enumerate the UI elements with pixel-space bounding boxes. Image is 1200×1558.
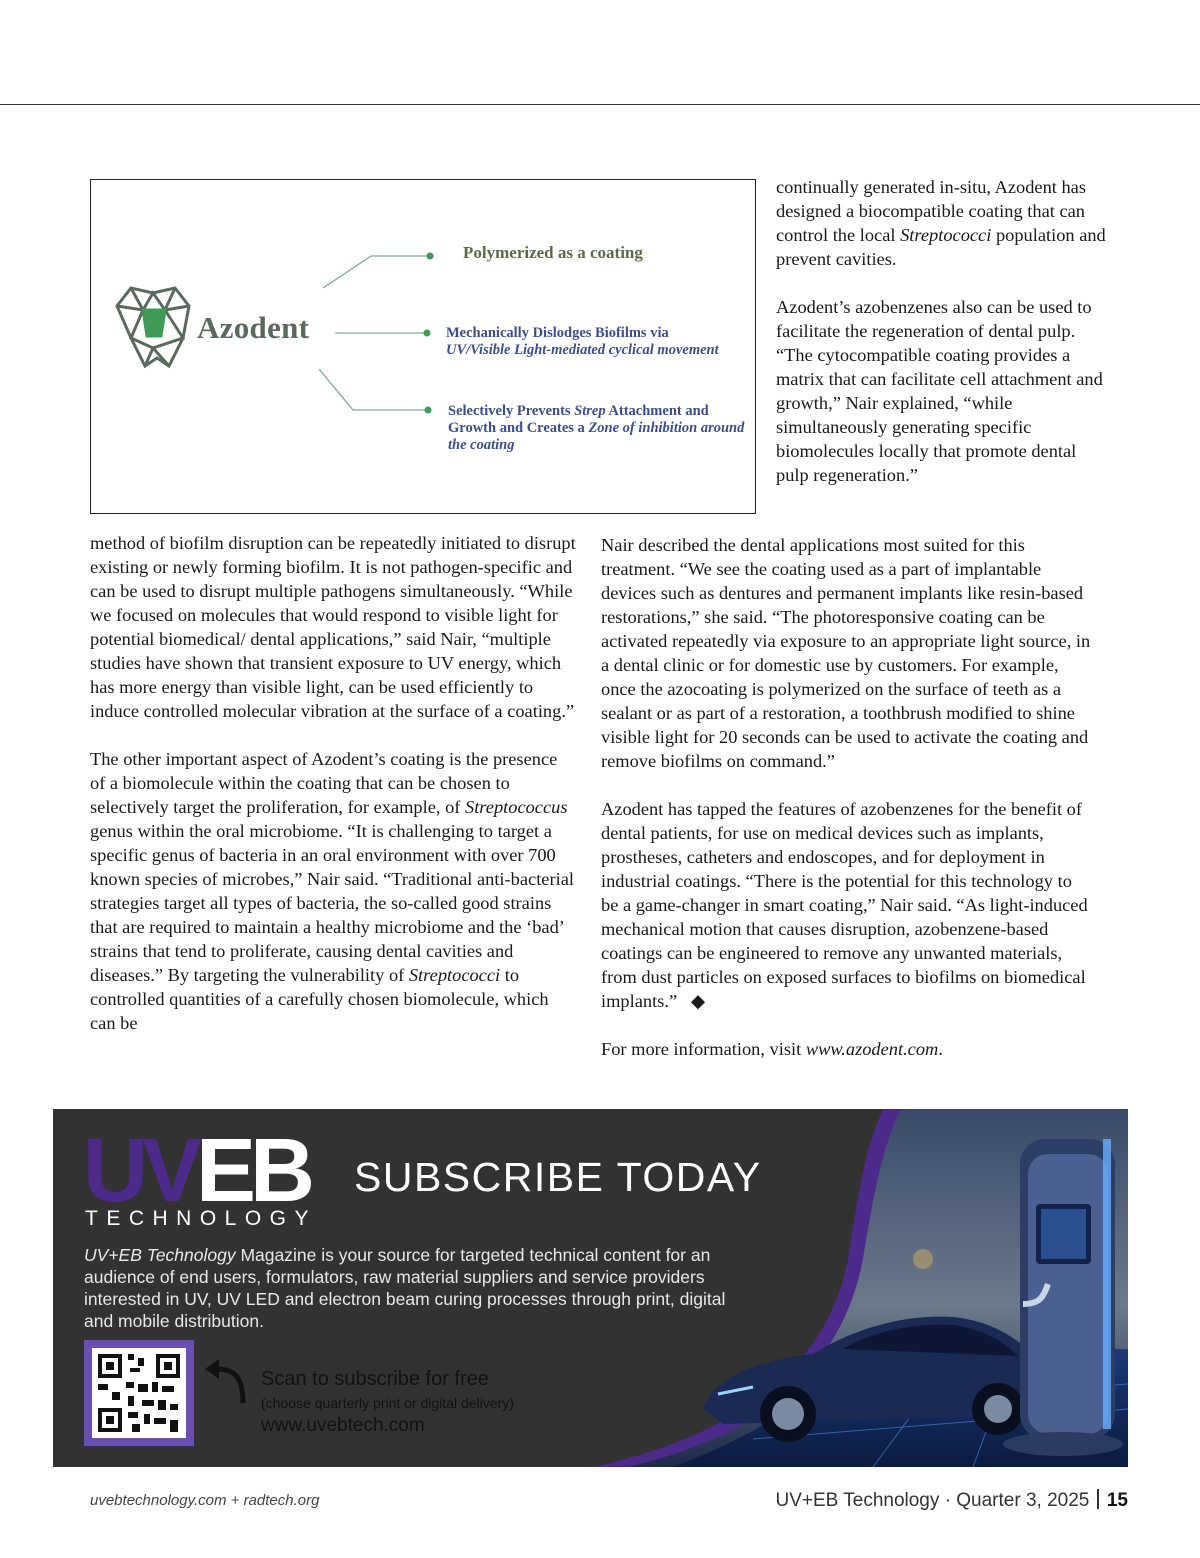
page-number: 15 <box>1106 1490 1128 1511</box>
figure-label-prevents: Selectively Prevents Strep Attachment and Growth and Creates a Zone of inhibition around the coating <box>448 403 745 453</box>
paragraph: Azodent has tapped the features of azobenzenes for the benefit of dental patients, for use on medical devices such as implants, prostheses, catheters and endoscopes, and for deployment in industrial coatings. “There is the potential for this technology to be a game-changer in smart coating,” Nair said. “As light-induced mechanical motion that causes disruption, azobenzene-based coatings can be engineered to remove any unwanted materials, from dust particles on exposed surfaces to biofilms on biomedical implants.” ◆ <box>601 799 1088 1011</box>
bullet-3 <box>425 407 432 414</box>
scan-title: Scan to subscribe for free <box>261 1368 489 1390</box>
paragraph: continually generated in-situ, Azodent has designed a biocompatible coating that can control the local Streptococci population and prevent cavities. <box>776 177 1106 269</box>
header-rule <box>0 104 1200 105</box>
footer-websites: uvebtechnology.com + radtech.org <box>90 1492 320 1509</box>
azodent-figure <box>90 179 756 514</box>
article-column-left <box>90 531 576 1059</box>
scan-subtitle: (choose quarterly print or digital delivery) <box>261 1395 514 1411</box>
bullet-2 <box>424 330 431 337</box>
uveb-logo: UVEB <box>83 1121 310 1221</box>
paragraph: Nair described the dental applications most suited for this treatment. “We see the coating used as a part of implantable devices such as dentures and permanent implants like resin-based restorations,” she said. “The photoresponsive coating can be activated repeatedly via exposure to an appropriate light source, in a dental clinic or for domestic use by customers. For example, once the azocoating is polymerized on the surface of teeth as a sealant or as part of a restoration, a toothbrush modified to shine visible light for 20 seconds can be used to activate the coating and remove biofilms on command.” <box>601 535 1091 771</box>
subscribe-url[interactable]: www.uvebtech.com <box>261 1415 425 1436</box>
footer-issue: UV+EB Technology · Quarter 3, 2025 15 <box>775 1490 1128 1511</box>
uveb-logo-subtitle: TECHNOLOGY <box>85 1207 318 1230</box>
tooth-logo-icon <box>117 288 189 366</box>
azodent-logo-text: Azodent <box>197 310 310 345</box>
figure-label-dislodges: Mechanically Dislodges Biofilms via UV/Visible Light-mediated cyclical movement <box>446 325 719 358</box>
bullet-1 <box>427 253 434 260</box>
subscribe-ad[interactable] <box>53 1109 1128 1467</box>
ad-description: UV+EB Technology Magazine is your source for targeted technical content for an audience of end users, formulators, raw material suppliers and service providers interested in UV, UV LED and electron beam curing processes through print, digital and mobile distribution. <box>84 1245 726 1331</box>
subscribe-headline: SUBSCRIBE TODAY <box>354 1154 762 1200</box>
figure-label-polymerized: Polymerized as a coating <box>463 243 643 262</box>
qr-code-icon <box>92 1348 186 1438</box>
qr-code[interactable] <box>84 1340 194 1446</box>
end-mark-icon: ◆ <box>690 991 706 1011</box>
curved-arrow-icon <box>201 1351 251 1411</box>
paragraph: For more information, visit www.azodent.com. <box>601 1039 943 1059</box>
paragraph: method of biofilm disruption can be repeatedly initiated to disrupt existing or newly forming biofilm. It is not pathogen-specific and can be used to disrupt multiple pathogens simultaneously. “While we focused on molecules that would respond to visible light for potential biomedical/ dental applications,” said Nair, “multiple studies have shown that transient exposure to UV energy, which has more energy than visible light, can be used efficiently to induce controlled molecular vibration at the surface of a coating.” <box>90 533 576 721</box>
paragraph: The other important aspect of Azodent’s coating is the presence of a biomolecule within the coating that can be chosen to selectively target the proliferation, for example, of Streptococcus genus within the oral microbiome. “It is challenging to target a specific genus of bacteria in an oral environment with over 700 known species of microbes,” Nair said. “Traditional anti-bacterial strategies target all types of bacteria, the so-called good strains that are required to maintain a healthy microbiome and the ‘bad’ strains that tend to proliferate, causing dental cavities and diseases.” By targeting the vulnerability of Streptococci to controlled quantities of a carefully chosen biomolecule, which can be <box>90 749 574 1033</box>
article-column-right <box>601 533 1093 1085</box>
article-column-right-top <box>776 175 1106 511</box>
paragraph: Azodent’s azobenzenes also can be used to facilitate the regeneration of dental pulp. “The cytocompatible coating provides a matrix that can facilitate cell attachment and growth,” Nair explained, “while simultaneously generating specific biomolecules locally that promote dental pulp regeneration.” <box>776 297 1103 485</box>
azodent-link[interactable]: www.azodent.com <box>805 1039 939 1059</box>
